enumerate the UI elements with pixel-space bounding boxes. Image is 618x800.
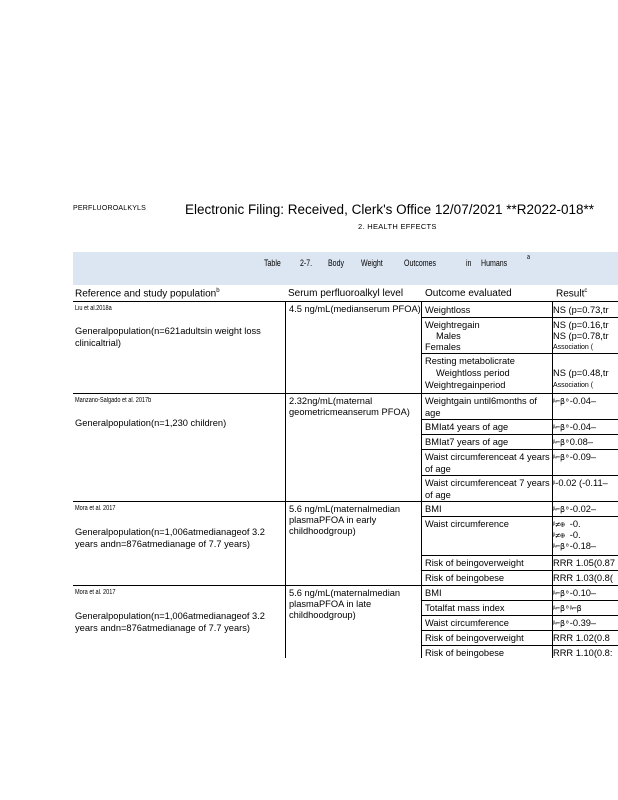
study-population: Generalpopulation(n=1,006atmedianageof 3.2 years andn=876atmedianage of 7.7 years): [75, 611, 265, 633]
outcome: Waist circumference: [425, 618, 509, 628]
table-title-word: Body: [328, 258, 345, 268]
result-value: RRR 1.05(0.87: [553, 558, 616, 568]
table-title-word: Table: [264, 258, 281, 268]
garbled-symbol-icon: ᵝ⌐β⁰: [553, 619, 570, 628]
result-value: ᵝ-0.02 (-0.11–: [553, 478, 608, 488]
row-divider: [73, 301, 618, 302]
result-value: NS (p=0.48,tr: [553, 368, 609, 378]
table-title-word: Humans: [481, 258, 508, 268]
outcome: Weightregain: [425, 320, 480, 330]
outcome: Waist circumference: [425, 519, 509, 529]
outcome: BMIat4 years of age: [425, 422, 509, 432]
result-value: NS (p=0.73,tr: [553, 305, 609, 315]
outcome: BMI: [425, 504, 442, 514]
outcome: Weightloss: [425, 305, 471, 315]
outcome: Waist circumferenceat 4 years of age: [425, 452, 550, 474]
column-header-serum: Serum perfluoroalkyl level: [288, 288, 404, 299]
garbled-symbol-icon: ᵝ⌐β⁰ᵝ⌐β: [553, 604, 582, 613]
table-title-superscript: a: [527, 254, 531, 261]
reference-citation: Manzano-Salgado et al. 2017b: [75, 397, 152, 404]
outcome: Totalfat mass index: [425, 603, 505, 613]
result-value: Association (: [553, 382, 594, 389]
garbled-symbol-icon: ᵝ⌐β⁰: [553, 542, 570, 551]
garbled-symbol-icon: ᵝ⌐β⁰: [553, 505, 570, 514]
outcome: Males: [436, 331, 461, 341]
garbled-symbol-icon: ᵝ⌐β⁰: [553, 589, 570, 598]
study-population: Generalpopulation(n=1,006atmedianageof 3.2 years andn=876atmedianage of 7.7 years): [75, 527, 265, 549]
table-title-word: Outcomes: [404, 258, 436, 268]
outcome: BMI: [425, 588, 442, 598]
outcome: Weightgain until6months of age: [425, 396, 537, 418]
section-label: PERFLUOROALKYLS: [73, 205, 147, 212]
column-header-outcome: Outcome evaluated: [425, 288, 512, 299]
garbled-symbol-icon: ᵝ: [553, 479, 556, 488]
study-population: Generalpopulation(n=621adultsin weight loss clinicaltrial): [75, 326, 261, 348]
table-title-word: in: [466, 258, 472, 268]
serum-level: 5.6 ng/mL(maternalmedian plasmaPFOA in early childhoodgroup): [289, 504, 401, 536]
result-column: [553, 290, 618, 670]
outcome: Risk of beingobese: [425, 648, 505, 658]
column-divider: [285, 301, 286, 658]
garbled-symbol-icon: ᵝ≠⊕: [553, 531, 570, 540]
outcome: Waist circumferenceat 7 years of age: [425, 478, 550, 500]
result-value: ᵝ⌐β⁰0.08–: [553, 437, 593, 447]
result-value: ᵝ⌐β⁰-0.04–: [553, 422, 597, 432]
reference-citation: Mora et al. 2017: [75, 505, 116, 512]
outcome: Resting metaboliсrate: [425, 356, 515, 366]
filing-stamp: Electronic Filing: Received, Clerk's Office 12/07/2021 **R2022-018**: [185, 202, 595, 217]
column-header-result: Result$^c$: [556, 288, 588, 300]
table-title-word: Weight: [361, 258, 383, 268]
result-value: ᵝ≠⊕ -0.: [553, 530, 581, 540]
garbled-symbol-icon: ᵝ⌐β⁰: [553, 438, 570, 447]
subheading: 2. HEALTH EFFECTS: [358, 222, 437, 231]
result-value: RRR 1.02(0.8: [553, 633, 610, 643]
result-value: ᵝ⌐β⁰-0.09–: [553, 452, 597, 462]
result-value: RRR 1.10(0.8:: [553, 648, 613, 658]
outcome: Risk of beingoverweight: [425, 558, 524, 568]
serum-level: 4.5 ng/mL(medianserum PFOA): [289, 304, 421, 314]
row-divider: [73, 393, 618, 394]
outcome: BMIat7 years of age: [425, 437, 509, 447]
table-title-band: [73, 252, 618, 285]
garbled-symbol-icon: ᵝ⌐β⁰: [553, 453, 570, 462]
result-value: ᵝ⌐β⁰-0.18–: [553, 541, 597, 551]
serum-level: 2.32ng/mL(maternal geometricmeanserum PFOA): [289, 396, 410, 417]
outcome: Weightloss period: [436, 368, 510, 378]
result-value: ᵝ⌐β⁰-0.10–: [553, 588, 597, 598]
garbled-symbol-icon: ᵝ⌐β⁰: [553, 423, 570, 432]
result-value: [553, 603, 582, 615]
serum-level: 5.6 ng/mL(maternalmedian plasmaPFOA in late childhoodgroup): [289, 588, 401, 620]
column-header-reference: Reference and study population$^b$: [75, 288, 220, 300]
row-divider: [73, 501, 618, 502]
outcome: Females: [425, 342, 461, 352]
result-value: ᵝ⌐β⁰-0.04–: [553, 396, 597, 406]
result-value: ᵝ⌐β⁰-0.02–: [553, 504, 597, 514]
result-value: ᵝ⌐β⁰-0.39–: [553, 618, 597, 628]
result-value: NS (p=0.16,tr: [553, 320, 609, 330]
garbled-symbol-icon: ᵝ⌐β⁰: [553, 397, 570, 406]
result-value: Association (: [553, 344, 594, 351]
outcome: Weightregainperiod: [425, 380, 506, 390]
study-population: Generalpopulation(n=1,230 children): [75, 418, 227, 428]
reference-citation: Mora et al. 2017: [75, 589, 116, 596]
table-title-word: 2-7.: [300, 258, 313, 268]
row-divider: [73, 585, 618, 586]
outcome: Risk of beingoverweight: [425, 633, 524, 643]
result-value: NS (p=0.78,tr: [553, 331, 609, 341]
garbled-symbol-icon: ᵝ≠⊕: [553, 520, 570, 529]
result-value: ᵝ≠⊕ -0.: [553, 519, 581, 529]
reference-citation: Liu et al.2018a: [75, 305, 112, 312]
outcome: Risk of beingobese: [425, 573, 505, 583]
result-value: RRR 1.03(0.8(: [553, 573, 613, 583]
